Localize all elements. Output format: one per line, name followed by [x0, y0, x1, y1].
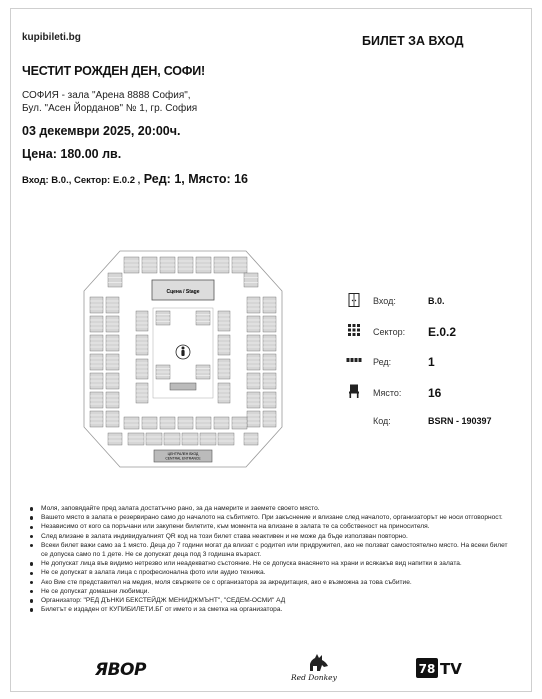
person-icon	[176, 345, 190, 359]
ticket-rules-list	[30, 504, 510, 614]
chair-icon	[346, 383, 362, 399]
rule-item: След влизане в залата индивидуалният QR код на този билет става неактивен и не може да бъде използван повторно.	[30, 532, 510, 541]
seat-block	[178, 417, 193, 429]
seat-summary-row-seat: Ред: 1, Място: 16	[140, 172, 249, 186]
seat-block	[214, 417, 229, 429]
seat-block	[142, 417, 157, 429]
avor-logo	[95, 659, 173, 679]
seats-block-icon	[346, 322, 362, 338]
seat-row-icon	[346, 352, 362, 368]
code-label: Код:	[373, 416, 391, 426]
seat-label: Място:	[373, 388, 402, 398]
78tv-logo	[416, 657, 466, 679]
row-value: 1	[428, 355, 435, 369]
rule-item: Моля, заповядайте пред залата достатъчно рано, за да намерите и заемете своето място.	[30, 504, 510, 513]
seat-block	[182, 433, 198, 445]
seat-block	[218, 335, 230, 355]
sector-label: Сектор:	[373, 327, 406, 337]
seat-block	[136, 383, 148, 403]
entrance-label: Вход:	[373, 296, 396, 306]
ticket-type-title: БИЛЕТ ЗА ВХОД	[362, 34, 464, 48]
seat-block	[218, 311, 230, 331]
seat-block	[218, 359, 230, 379]
ticket-price: Цена: 180.00 лв.	[22, 147, 122, 161]
brand-logo: kupibileti.bg	[22, 32, 81, 43]
rule-item: Не се допускат в залата лица с професионална фото или аудио техника.	[30, 568, 510, 577]
seat-block	[196, 417, 211, 429]
sector-value: Е.0.2	[428, 325, 457, 339]
seat-block	[218, 383, 230, 403]
seat-block	[244, 273, 258, 287]
event-datetime: 03 декември 2025, 20:00ч.	[22, 124, 181, 138]
seat-block	[164, 433, 180, 445]
red-donkey-logo	[287, 653, 347, 683]
seat-block	[128, 433, 144, 445]
seat-block	[124, 417, 139, 429]
rule-item: Не допускат лица във видимо нетрезво или неадекватно състояние. Не се допуска внасянето на храни и всякакъв вид напитки в залата.	[30, 559, 510, 568]
seat-block	[244, 433, 258, 445]
central-entrance	[154, 450, 212, 462]
rule-item: Всеки билет важи само за 1 място. Деца до 7 години могат да влизат с родител или придружител, ако не ползват самостоятелно място. На всеки билет се допуска само по 1 дете. Не се допускат деца под 3 годишна възраст.	[30, 541, 510, 559]
avor-logo-text: ЯВОР	[95, 660, 146, 679]
seat-block	[218, 433, 234, 445]
entrance-value: В.0.	[428, 296, 445, 306]
seat-block	[232, 417, 247, 429]
venue-line-2: Бул. "Асен Йорданов" № 1, гр. София	[22, 102, 198, 114]
red-donkey-logo-text: Red Donkey	[291, 673, 337, 682]
seat-summary-entrance-sector: Вход: В.0., Сектор: Е.0.2 ,	[22, 175, 141, 186]
stage-area	[152, 280, 214, 300]
seat-block	[146, 433, 162, 445]
rule-item: Организатор: "РЕД ДЪНКИ БЕКСТЕЙДЖ МЕНИДЖМЪНТ", "СЕДЕМ-ОСМИ" АД	[30, 596, 510, 605]
entrance-label-bg: ЦЕНТРАЛЕН ВХОД	[167, 452, 199, 456]
seat-block	[136, 359, 148, 379]
seat-summary	[22, 172, 248, 186]
rule-item: Ако Вие сте представител на медия, моля свържете се с организатора за акредитация, ако е възможна за това събитие.	[30, 578, 510, 587]
rule-item: Независимо от кого са поръчани или закупени билетите, към момента на влизане в залата те са собственост на приносителя.	[30, 522, 510, 531]
seat-block	[136, 311, 148, 331]
control-desk	[170, 383, 196, 390]
seat-block	[108, 273, 122, 287]
78tv-logo-suffix: TV	[440, 660, 462, 678]
stage-label: Сцена / Stage	[166, 289, 200, 295]
rule-item: Билетът е издаден от КУПИБИЛЕТИ.БГ от името и за сметка на организатора.	[30, 605, 510, 614]
sponsor-logos	[0, 653, 542, 683]
venue-address	[22, 90, 197, 115]
rule-item: Не се допускат домашни любимци.	[30, 587, 510, 596]
rule-item: Вашето място в залата е резервирано само до началото на събитието. При закъснение и влизане след началото, организаторът не носи отговорност.	[30, 513, 510, 522]
78tv-logo-number: 78	[418, 662, 436, 676]
event-title: ЧЕСТИТ РОЖДЕН ДЕН, СОФИ!	[22, 64, 206, 78]
seat-block	[200, 433, 216, 445]
entrance-label-en: CENTRAL ENTRANCE	[165, 456, 201, 461]
seat-block	[108, 433, 122, 445]
door-icon	[346, 292, 362, 308]
row-label: Ред:	[373, 357, 392, 367]
seat-block	[136, 335, 148, 355]
seat-block	[160, 417, 175, 429]
arena-seating-map	[78, 245, 288, 475]
seat-value: 16	[428, 386, 442, 400]
code-value: BSRN - 190397	[428, 416, 492, 426]
venue-line-1: СОФИЯ - зала "Арена 8888 София",	[22, 90, 191, 101]
